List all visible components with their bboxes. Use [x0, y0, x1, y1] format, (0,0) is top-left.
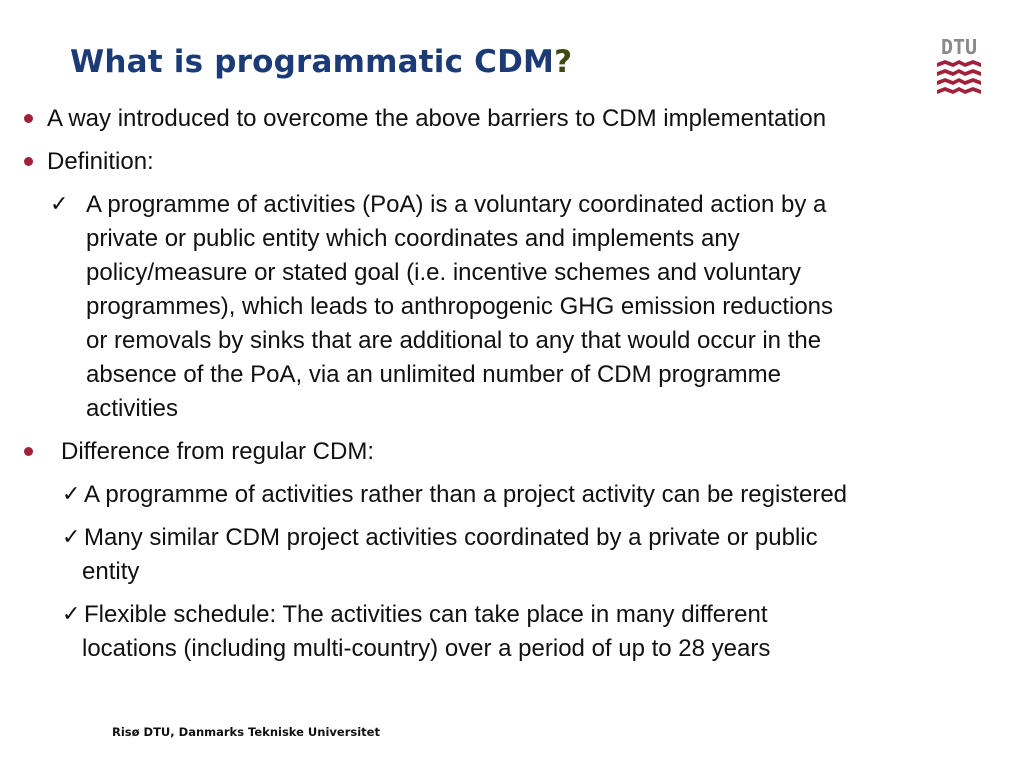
difference-item-similar: Many similar CDM project activities coordinated by a private or public	[84, 524, 818, 551]
difference-item-similar-cont: entity	[82, 558, 140, 585]
checkmark-icon: ✓	[62, 482, 81, 507]
checkmark-icon: ✓	[62, 525, 81, 550]
bullet-dot-icon	[24, 114, 33, 123]
slide-title-question-mark: ?	[554, 44, 573, 80]
bullet-definition: Definition:	[47, 148, 154, 175]
bullet-difference: Difference from regular CDM:	[61, 438, 374, 465]
definition-line: activities	[86, 395, 179, 422]
footer-text: Risø DTU, Danmarks Tekniske Universitet	[112, 725, 380, 739]
definition-line: private or public entity which coordinates and implements any	[86, 225, 740, 252]
checkmark-icon: ✓	[50, 192, 69, 217]
definition-line: or removals by sinks that are additional to any that would occur in the	[86, 327, 822, 354]
definition-line: policy/measure or stated goal (i.e. incentive schemes and voluntary	[86, 259, 802, 286]
definition-line: A programme of activities (PoA) is a voluntary coordinated action by a	[86, 191, 827, 218]
bullet-way-introduced: A way introduced to overcome the above barriers to CDM implementation	[47, 105, 827, 132]
difference-item-schedule: Flexible schedule: The activities can take place in many different	[84, 601, 768, 628]
definition-line: programmes), which leads to anthropogenic GHG emission reductions	[86, 293, 834, 320]
bullet-dot-icon	[24, 447, 33, 456]
bullet-dot-icon	[24, 157, 33, 166]
definition-line: absence of the PoA, via an unlimited number of CDM programme	[86, 361, 782, 388]
difference-item-schedule-cont: locations (including multi-country) over a period of up to 28 years	[82, 635, 771, 662]
slide-title-text: What is programmatic CDM	[70, 44, 555, 80]
difference-item-registered: A programme of activities rather than a project activity can be registered	[84, 481, 848, 508]
checkmark-icon: ✓	[62, 602, 81, 627]
dtu-logo-text: DTU	[940, 35, 978, 59]
